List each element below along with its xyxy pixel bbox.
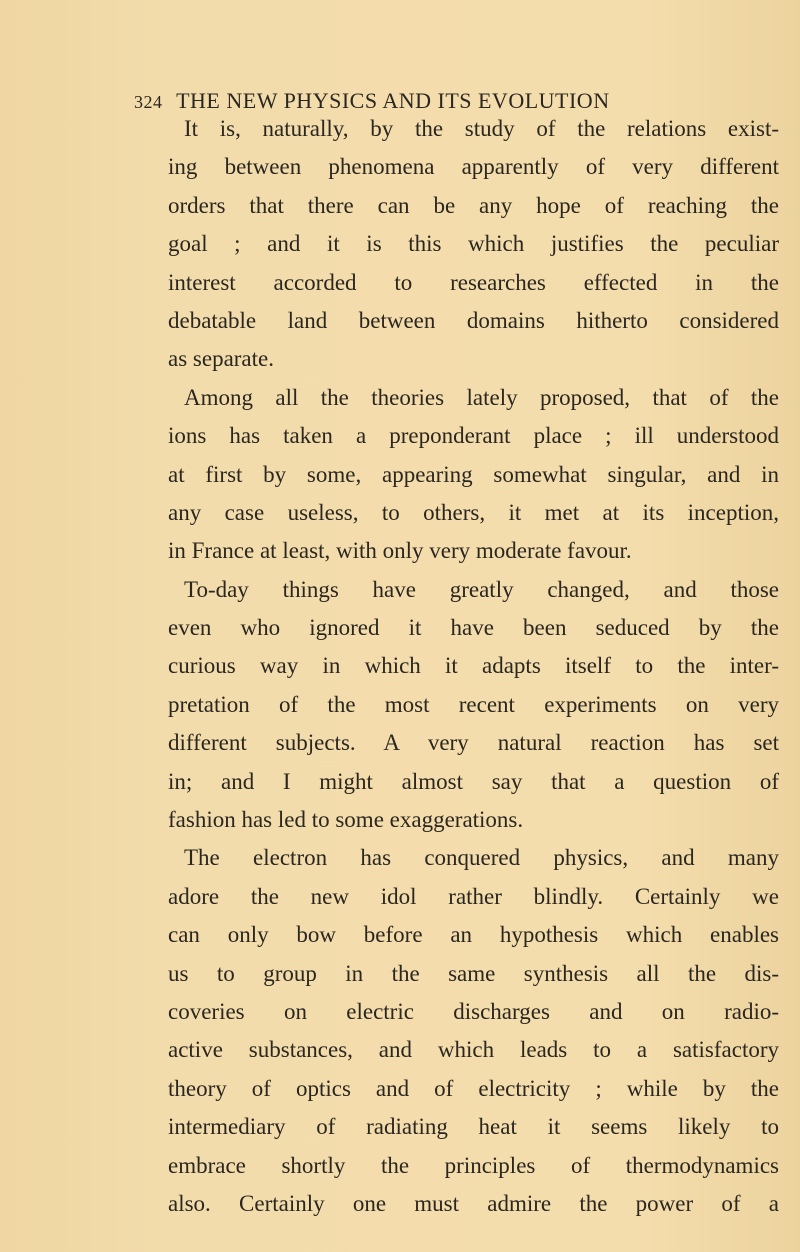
- text-line: The electron has conquered physics, and many: [184, 845, 779, 871]
- text-line: also. Certainly one must admire the power of a: [168, 1190, 779, 1216]
- text-line: goal ; and it is this which justifies the peculiar: [168, 231, 779, 257]
- page-number: 324: [134, 92, 163, 112]
- text-line: in France at least, with only very moderate favour.: [168, 538, 632, 564]
- text-line: even who ignored it have been seduced by the: [168, 615, 779, 641]
- text-line: theory of optics and of electricity ; while by the: [168, 1075, 779, 1101]
- text-line: coveries on electric discharges and on radio-: [168, 998, 779, 1024]
- text-line: orders that there can be any hope of reaching the: [168, 192, 779, 218]
- text-line: ions has taken a preponderant place ; ill understood: [168, 423, 779, 449]
- text-line: To-day things have greatly changed, and those: [184, 576, 779, 602]
- text-line: us to group in the same synthesis all the dis-: [168, 960, 779, 986]
- body-text: [168, 110, 779, 1223]
- text-line: pretation of the most recent experiments on very: [168, 691, 779, 717]
- text-line: debatable land between domains hitherto considered: [168, 307, 779, 333]
- text-line: as separate.: [168, 346, 274, 372]
- text-line: any case useless, to others, it met at its inception,: [168, 499, 779, 525]
- text-line: fashion has led to some exaggerations.: [168, 807, 524, 833]
- text-line: active substances, and which leads to a satisfactory: [168, 1037, 779, 1063]
- text-line: at first by some, appearing somewhat singular, and in: [168, 461, 779, 487]
- text-line: adore the new idol rather blindly. Certainly we: [168, 883, 779, 909]
- running-title: THE NEW PHYSICS AND ITS EVOLUTION: [176, 88, 610, 113]
- text-line: It is, naturally, by the study of the relations exist-: [184, 116, 779, 141]
- text-line: can only bow before an hypothesis which enables: [168, 922, 779, 948]
- text-line: embrace shortly the principles of thermodynamics: [168, 1152, 779, 1178]
- text-line: in; and I might almost say that a question of: [168, 768, 779, 794]
- text-line: curious way in which it adapts itself to the inter-: [168, 653, 779, 679]
- text-line: Among all the theories lately proposed, that of the: [184, 384, 779, 410]
- text-line: ing between phenomena apparently of very different: [168, 154, 779, 180]
- text-line: different subjects. A very natural reaction has set: [168, 730, 779, 756]
- text-line: interest accorded to researches effected in the: [168, 269, 779, 295]
- text-line: intermediary of radiating heat it seems likely to: [168, 1114, 779, 1140]
